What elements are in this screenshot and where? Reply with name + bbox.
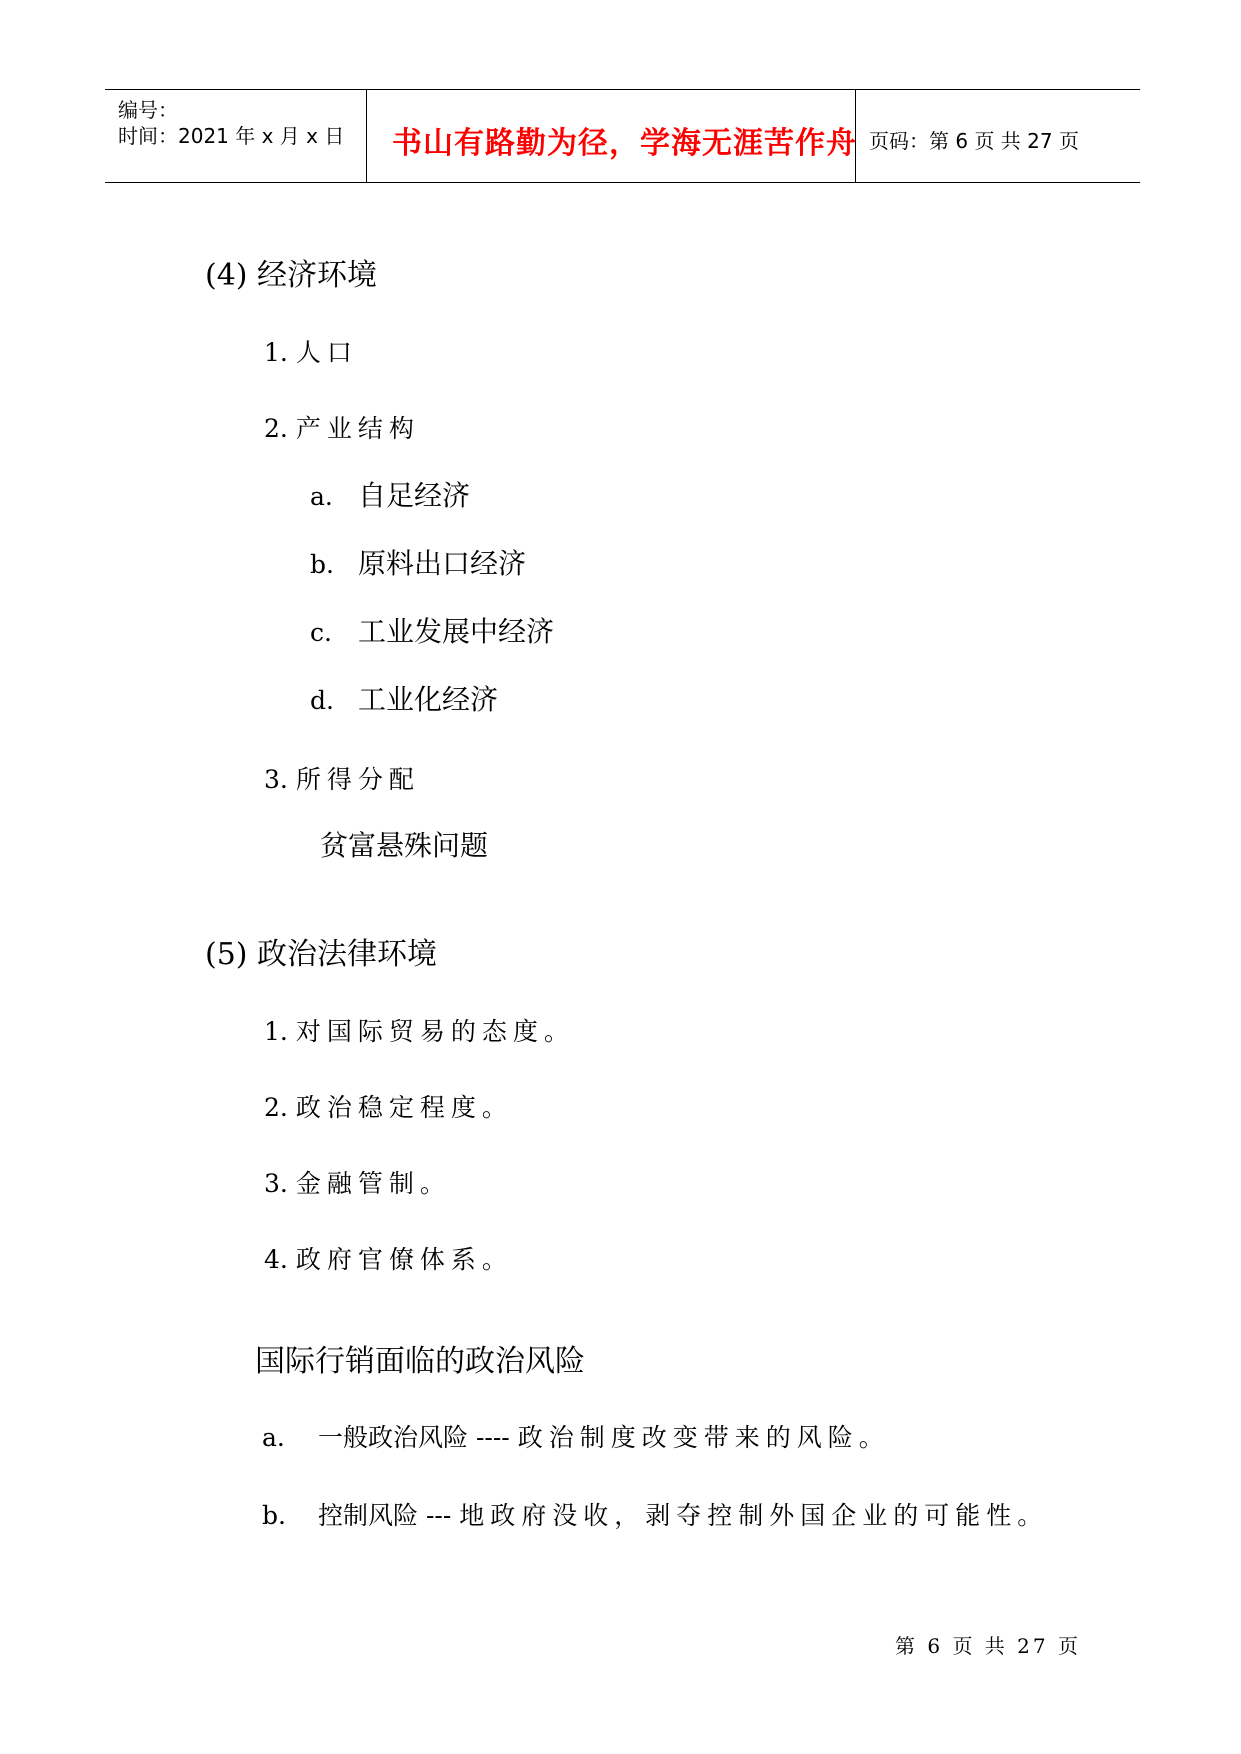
- header-number-label: 编号：: [118, 98, 178, 122]
- risk-dash: ----: [468, 1423, 518, 1452]
- risk-letter: a.: [262, 1423, 285, 1452]
- header-time-label: 时间：2021 年 x 月 x 日: [118, 124, 345, 148]
- list-text: 产业结构: [295, 414, 420, 443]
- sub-list-item: [310, 678, 498, 718]
- header-bottom-rule: [105, 182, 1140, 183]
- section-title-political: (5) 政治法律环境: [205, 937, 438, 972]
- list-item: [264, 1240, 513, 1276]
- sub-list-item: [310, 610, 554, 650]
- risk-item: [262, 1418, 890, 1454]
- list-text: 人口: [295, 338, 358, 367]
- header-divider-left: [366, 90, 367, 183]
- risk-term: 控制风险: [318, 1501, 419, 1530]
- header-motto: 书山有路勤为径，学海无涯苦作舟: [392, 126, 857, 161]
- sub-list-letter: c.: [310, 618, 332, 647]
- risk-desc: 地政府没收，剥夺控制外国企业的可能性。: [459, 1501, 1049, 1530]
- list-number: 1.: [264, 1017, 288, 1046]
- list-item: [264, 1164, 451, 1200]
- sub-list-letter: b.: [310, 550, 334, 579]
- risk-desc: 政治制度改变带来的风险。: [517, 1423, 890, 1452]
- sub-list-item: [310, 474, 470, 514]
- section-note: 贫富悬殊问题: [320, 829, 489, 862]
- list-number: 3.: [264, 765, 288, 794]
- list-number: 2.: [264, 414, 288, 443]
- header-page-label: 页码：第 6 页 共 27 页: [869, 129, 1079, 153]
- sub-list-text: 原料出口经济: [358, 547, 527, 580]
- list-number: 3.: [264, 1169, 288, 1198]
- list-text: 政治稳定程度。: [295, 1093, 513, 1122]
- header-top-rule: [105, 89, 1140, 90]
- risk-letter: b.: [262, 1501, 286, 1530]
- list-text: 对国际贸易的态度。: [295, 1017, 575, 1046]
- sub-list-item: [310, 542, 526, 582]
- risks-heading: 国际行销面临的政治风险: [255, 1344, 585, 1379]
- list-text: 金融管制。: [295, 1169, 451, 1198]
- list-text: 政府官僚体系。: [295, 1245, 513, 1274]
- sub-list-text: 自足经济: [358, 479, 471, 512]
- list-item: [264, 333, 358, 369]
- list-number: 4.: [264, 1245, 288, 1274]
- page-footer: 第 6 页 共 27 页: [895, 1634, 1081, 1658]
- risk-dash: ---: [418, 1501, 460, 1530]
- sub-list-text: 工业发展中经济: [358, 615, 555, 648]
- list-item: [264, 1088, 513, 1124]
- list-item: [264, 760, 420, 796]
- list-item: [264, 409, 420, 445]
- sub-list-letter: a.: [310, 482, 333, 511]
- risk-term: 一般政治风险: [318, 1423, 469, 1452]
- sub-list-letter: d.: [310, 686, 334, 715]
- section-title-economic: (4) 经济环境: [205, 258, 378, 293]
- list-text: 所得分配: [295, 765, 420, 794]
- list-number: 1.: [264, 338, 288, 367]
- list-number: 2.: [264, 1093, 288, 1122]
- risk-item: [262, 1496, 1048, 1532]
- sub-list-text: 工业化经济: [358, 683, 499, 716]
- list-item: [264, 1012, 575, 1048]
